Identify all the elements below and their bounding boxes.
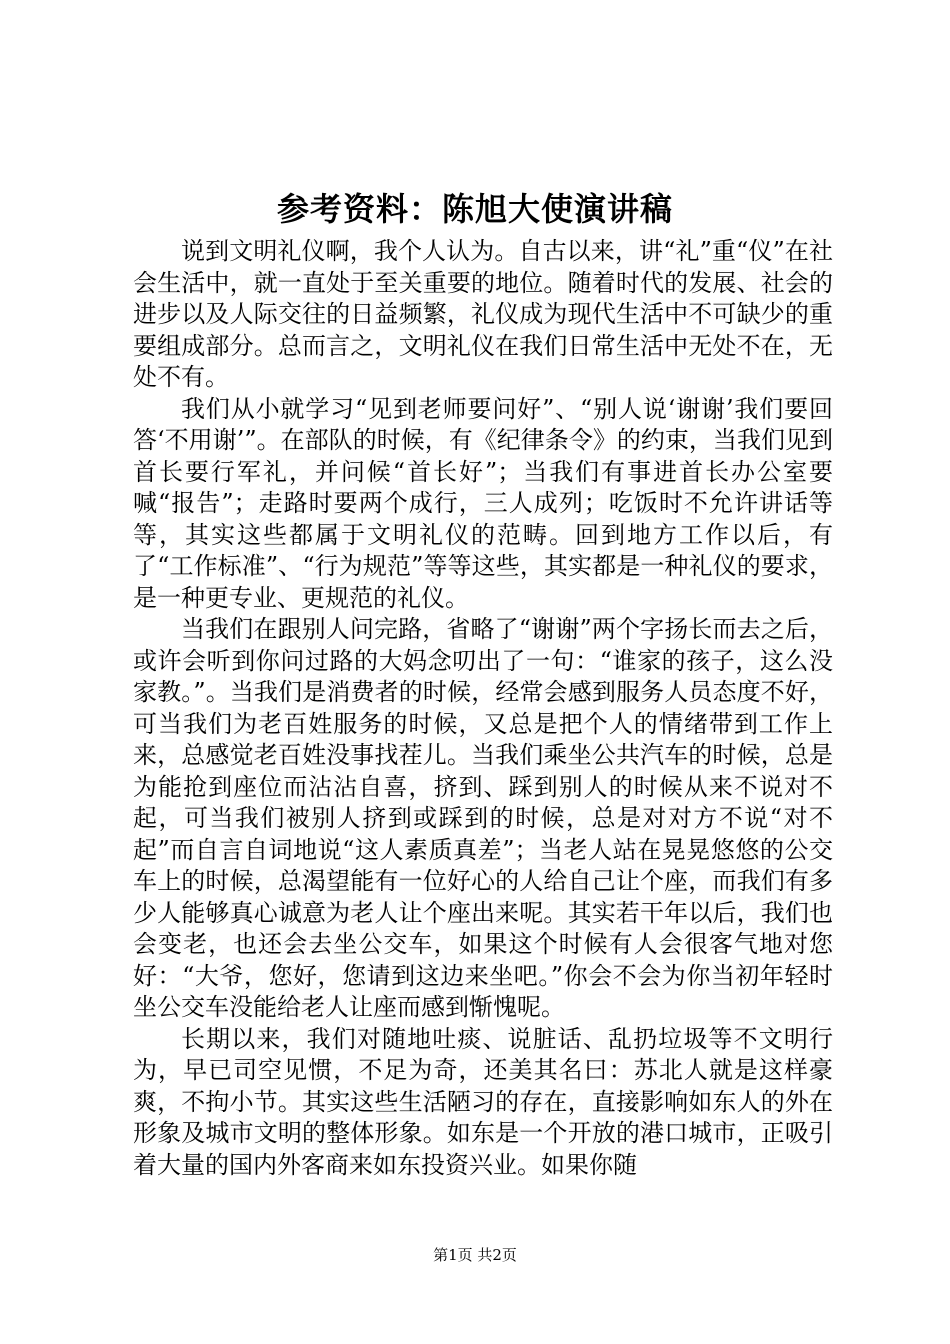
paragraph: 我们从小就学习“见到老师要问好”、“别人说‘谢谢’我们要回答‘不用谢’”。在部队的时候，有《纪律条令》的约束，当我们见到首长要行军礼，并问候“首长好”；当我们有事进首长办公室要喊“报告”；走路时要两个成行，三人成列；吃饭时不允许讲话等等，其实这些都属于文明礼仪的范畴。回到地方工作以后，有了“工作标准”、“行为规范”等等这些，其实都是一种礼仪的要求，是一种更专业、更规范的礼仪。 [133, 394, 833, 612]
paragraph: 说到文明礼仪啊，我个人认为。自古以来，讲“礼”重“仪”在社会生活中，就一直处于至关重要的地位。随着时代的发展、社会的进步以及人际交往的日益频繁，礼仪成为现代生活中不可缺少的重要组成部分。总而言之，文明礼仪在我们日常生活中无处不在，无处不有。 [133, 237, 833, 391]
page-number-footer: 第1页 共2页 [433, 1246, 517, 1264]
document-body [133, 236, 833, 1181]
paragraph: 长期以来，我们对随地吐痰、说脏话、乱扔垃圾等不文明行为，早已司空见惯，不足为奇，还美其名曰：苏北人就是这样豪爽，不拘小节。其实这些生活陋习的存在，直接影响如东人的外在形象及城市文明的整体形象。如东是一个开放的港口城市，正吸引着大量的国内外客商来如东投资兴业。如果你随 [133, 1024, 833, 1179]
paragraph: 当我们在跟别人问完路，省略了“谢谢”两个字扬长而去之后，或许会听到你问过路的大妈念叨出了一句：“谁家的孩子，这么没家教。”。当我们是消费者的时候，经常会感到服务人员态度不好，可当我们为老百姓服务的时候，又总是把个人的情绪带到工作上来，总感觉老百姓没事找茬儿。当我们乘坐公共汽车的时候，总是为能抢到座位而沾沾自喜，挤到、踩到别人的时候从来不说对不起，可当我们被别人挤到或踩到的时候，总是对对方不说“对不起”而自言自词地说“这人素质真差”；当老人站在晃晃悠悠的公交车上的时候，总渴望能有一位好心的人给自己让个座，而我们有多少人能够真心诚意为老人让个座出来呢。其实若干年以后，我们也会变老，也还会去坐公交车，如果这个时候有人会很客气地对您好：“大爷，您好，您请到这边来坐吧。”你会不会为你当初年轻时坐公交车没能给老人让座而感到惭愧呢。 [133, 615, 833, 1021]
document-title: 参考资料：陈旭大使演讲稿 [276, 190, 673, 228]
